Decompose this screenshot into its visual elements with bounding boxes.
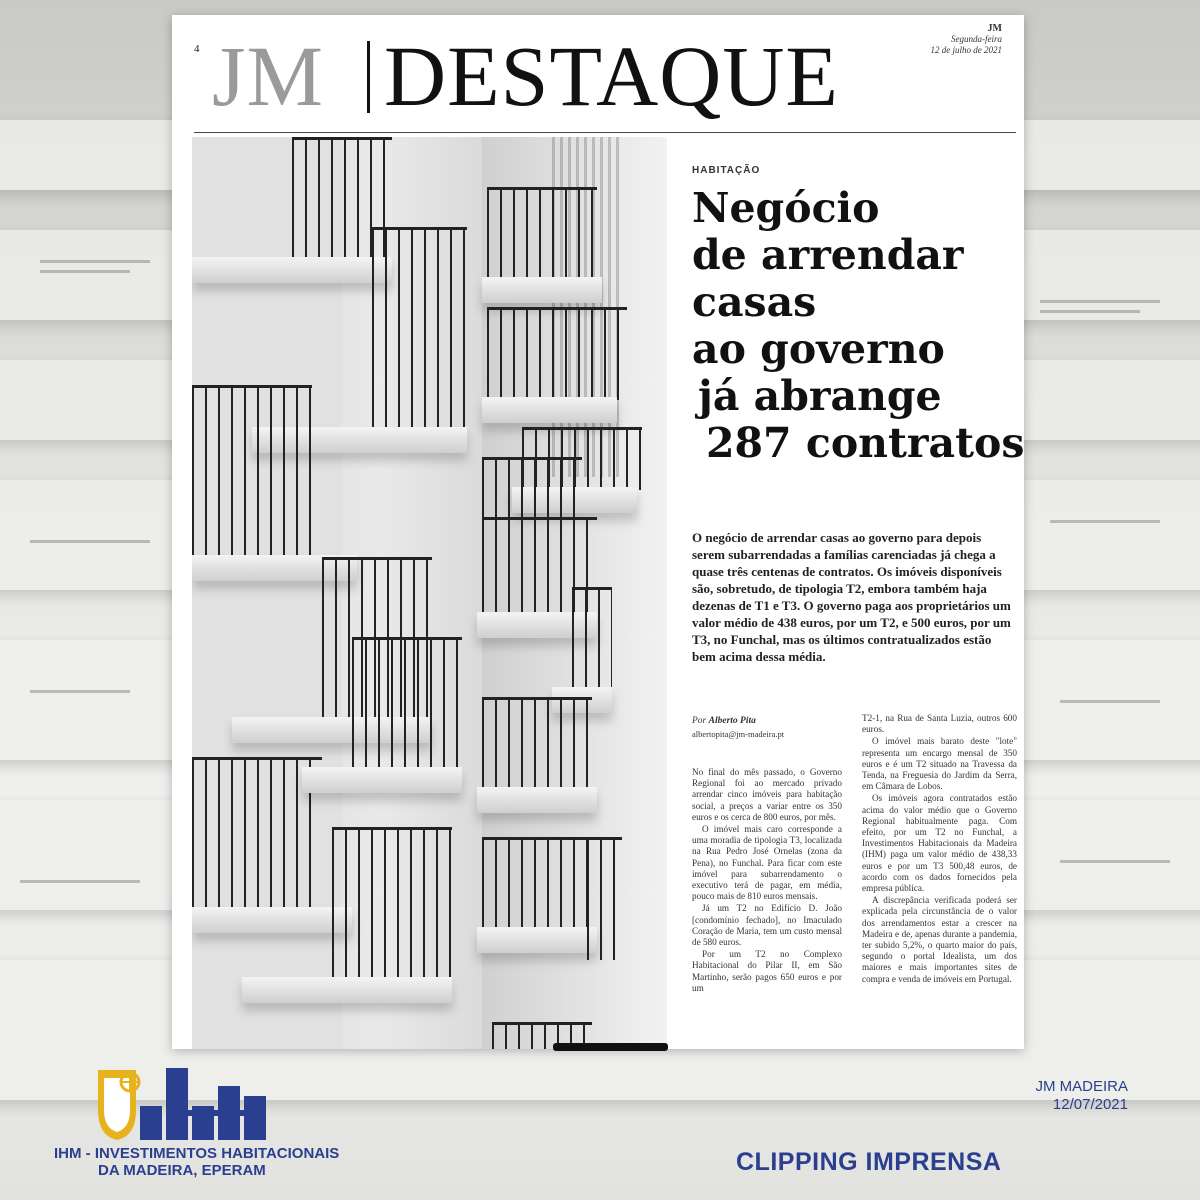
org-name-line2: DA MADEIRA, EPERAM [98,1162,266,1179]
author-name: Alberto Pita [708,716,756,726]
section-label: HABITAÇÃO [692,165,761,176]
source-date: 12/07/2021 [1052,1096,1128,1113]
paragraph: Os imóveis agora contratados estão acima do valor médio que o Governo Regional habitualmente paga. Com efeito, por um T2 no Funchal, a Investimentos Habitacionais da Madeira (IHM) paga um valor médio de 438,33 euros e por um T3 500,48 euros, de acordo com os dados fornecidos pela empresa pública. [862,793,1017,894]
page-slider-handle [553,1043,668,1051]
headline [692,185,1022,467]
paragraph: Já um T2 no Edifício D. João [condomínio fechado], no Imaculado Coração de Maria, tem um custo mensal de 580 euros. [692,903,842,948]
paragraph: O imóvel mais barato deste "lote" representa um encargo mensal de 350 euros e é um T2 situado na Travessa da Tenda, na Freguesia do Jardim da Serra, em Câmara de Lobos. [862,736,1017,792]
article-column-1 [692,767,842,1047]
headline-line: casas [692,278,817,326]
page-number: 4 [194,43,200,55]
headline-line: já abrange [698,372,942,420]
source-name: JM MADEIRA [1035,1078,1128,1095]
headline-line: de arrendar [692,231,964,279]
date: 12 de julho de 2021 [930,45,1002,55]
masthead-section: DESTAQUE [384,28,839,124]
paragraph: T2-1, na Rua de Santa Luzia, outros 600 euros. [862,713,1017,735]
byline-prefix: Por [692,716,707,726]
building-balconies-photo [192,137,667,1049]
clipping-label: CLIPPING IMPRENSA [736,1148,1002,1176]
masthead-brand: JM [212,28,324,124]
headline-line: Negócio [692,184,880,232]
article-column-2 [862,713,1017,1047]
author-email: albertopita@jm-madeira.pt [692,729,785,739]
clipping-source [1035,1078,1128,1114]
headline-line: 287 contratos [706,419,1024,467]
paragraph: A discrepância verificada poderá ser explicada pela circunstância de o valor dos arrendamentos estar a crescer na Madeira e de, apenas durante a pandemia, ter subido 5,2%, o quarto maior do país, segundo o portal Idealista, um dos maiores e mais importantes sites de compra e venda de imóveis em Portugal. [862,895,1017,984]
issue-date [931,23,1003,56]
lead-paragraph: O negócio de arrendar casas ao governo para depois serem subarrendadas a famílias carenciadas já chega a quase três centenas de contratos. Os imóveis disponíveis são, sobretudo, de tipologia T2, embora também haja dezenas de T1 e T3. O governo paga aos proprietários um valor médio de 438 euros, por um T2, e 500 euros, por um T3, no Funchal, mas os últimos contratualizados estão bem acima dessa média. [692,530,1011,664]
byline [692,715,784,741]
paragraph: No final do mês passado, o Governo Regional foi ao mercado privado arrendar cinco imóveis para habitação social, a preços a variar entre os 350 euros e os cerca de 800 euros, por mês. [692,767,842,822]
weekday: Segunda-feira [951,34,1002,44]
ihm-logo [96,1066,280,1142]
paragraph: O imóvel mais caro corresponde a uma moradia de tipologia T3, localizada na Rua Pedro José Ornelas (zona da Pena), no Funchal. Para ficar com este imóvel para subarrendamento o executivo terá de pagar, em média, pouco mais de 810 euros mensais. [692,824,842,902]
headline-line: ao governo [692,325,945,373]
paper-short-name: JM [987,23,1002,34]
newspaper-page [172,15,1024,1049]
masthead-rule [194,132,1016,133]
org-name-line1: IHM - INVESTIMENTOS HABITACIONAIS [54,1145,340,1162]
masthead-divider [367,41,370,113]
paragraph: Por um T2 no Complexo Habitacional do Pilar II, em São Martinho, serão pagos 650 euros e por um [692,949,842,993]
